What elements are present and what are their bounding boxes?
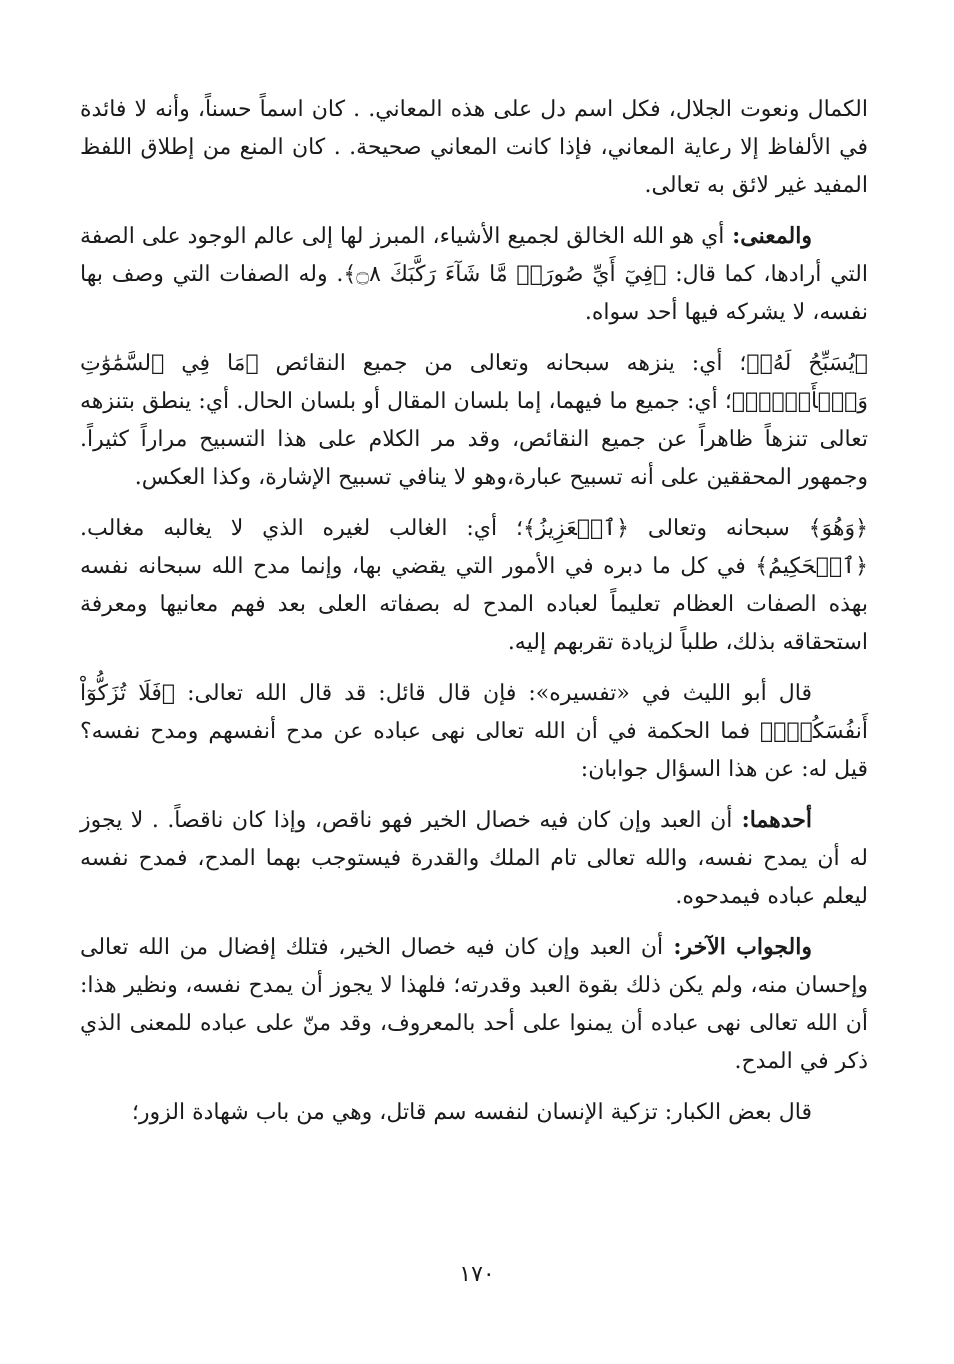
paragraph-2-text: أي هو الله الخالق لجميع الأشياء، المبرز لها إلى عالم الوجود على الصفة التي أرادها، كما قال: ﴿فِيٓ أَيِّ صُورَةٖ مَّا شَآءَ رَكَّبَكَ ۝٨﴾. وله الصفات التي وصف بها نفسه، لا يشركه فيها أحد سواه. [80,224,868,325]
paragraph-8-text: قال بعض الكبار: تزكية الإنسان لنفسه سم قاتل، وهي من باب شهادة الزور؛ [131,1100,812,1125]
paragraph-8 [80,1093,868,1132]
paragraph-1 [80,90,868,205]
paragraph-4 [80,509,868,662]
paragraph-4-text: ﴿وَهُوَ﴾ سبحانه وتعالى ﴿ٱلۡعَزِيزُ﴾؛ أي: الغالب لغيره الذي لا يغالبه مغالب. ﴿ٱلۡحَكِيمُ﴾ في كل ما دبره في الأمور التي يقضي بها، وإنما مدح الله سبحانه نفسه بهذه الصفات العظام تعليماً لعباده المدح له بصفاته العلى بعد فهم معانيها ومعرفة استحقاقه بذلك، طلباً لزيادة تقربهم إليه. [80,516,868,655]
paragraph-5-text: قال أبو الليث في «تفسيره»: فإن قال قائل: قد قال الله تعالى: ﴿فَلَا تُزَكُّوٓاْ أَنفُسَكُمۡۖ﴾ فما الحكمة في أن الله تعالى نهى عباده عن مدح أنفسهم ومدح نفسه؟ قيل له: عن هذا السؤال جوابان: [80,681,868,782]
paragraph-7-lead: والجواب الآخر: [663,934,812,960]
paragraph-3-text: ﴿يُسَبِّحُ لَهُۥ﴾؛ أي: ينزهه سبحانه وتعالى من جميع النقائص ﴿مَا فِي ٱلسَّمَٰوَٰتِ وَٱلۡأَرۡضِۖ﴾؛ أي: جميع ما فيهما، إما بلسان المقال أو بلسان الحال. أي: ينطق بتنزهه تعالى تنزهاً ظاهراً عن جميع النقائص، وقد مر الكلام على هذا التسبيح مراراً كثيراً. وجمهور المحققين على أنه تسبيح عبارة،وهو لا ينافي تسبيح الإشارة، وكذا العكس. [80,351,868,490]
paragraph-6-lead: أحدهما: [732,807,812,833]
paragraph-3 [80,344,868,497]
paragraph-2 [80,217,868,332]
page-body [80,90,868,1144]
paragraph-6-text: أن العبد وإن كان فيه خصال الخير فهو ناقص، وإذا كان ناقصاً. . لا يجوز له أن يمدح نفسه، والله تعالى تام الملك والقدرة فيستوجب بهما المدح، فمدح نفسه ليعلم عباده فيمدحوه. [80,808,868,909]
paragraph-2-lead: والمعنى: [724,223,812,249]
paragraph-7-text: أن العبد وإن كان فيه خصال الخير، فتلك إفضال من الله تعالى وإحسان منه، ولم يكن ذلك بقوة العبد وقدرته؛ فلهذا لا يجوز أن يمدح نفسه، ونظير هذا: أن الله تعالى نهى عباده أن يمنوا على أحد بالمعروف، وقد منّ على عباده للمعنى الذي ذكر في المدح. [80,935,868,1074]
paragraph-7 [80,928,868,1081]
page-number: ١٧٠ [459,1262,495,1287]
paragraph-5 [80,674,868,789]
paragraph-1-text: الكمال ونعوت الجلال، فكل اسم دل على هذه المعاني. . كان اسماً حسناً، وأنه لا فائدة في الألفاظ إلا رعاية المعاني، فإذا كانت المعاني صحيحة. . كان المنع من إطلاق اللفظ المفيد غير لائق به تعالى. [80,97,868,198]
paragraph-6 [80,801,868,916]
